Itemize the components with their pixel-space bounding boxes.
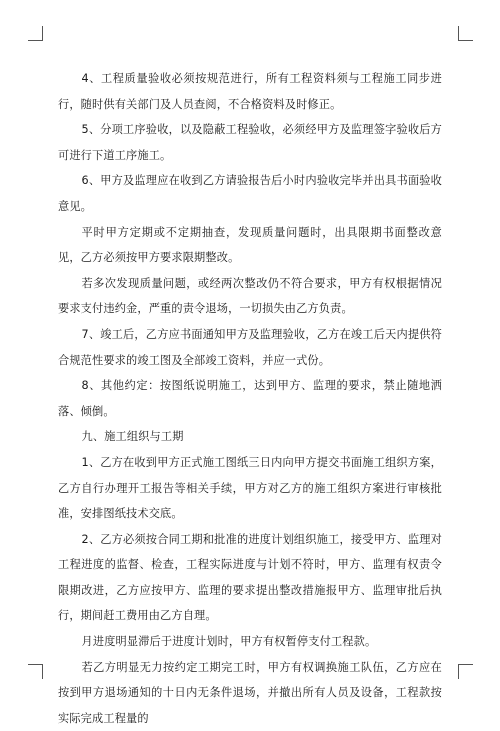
document-body (58, 66, 442, 731)
paragraph-6: 6、甲方及监理应在收到乙方请验报告后小时内验收完毕并出具书面验收意见。 (58, 174, 442, 213)
paragraph-inspection: 平时甲方定期或不定期抽查，发现质量问题时，出具限期书面整改意见，乙方必须按甲方要求限期整改。 (58, 225, 442, 265)
crop-mark-bottom-left (28, 664, 43, 679)
paragraph-9-1: 1、乙方在收到甲方正式施工图纸三日内向甲方提交书面施工组织方案，乙方自行办理开工报告等相关手续，甲方对乙方的施工组织方案进行审核批准，安排图纸技术交底。 (58, 455, 442, 521)
crop-mark-bottom-right (458, 664, 473, 679)
crop-mark-top-right (458, 26, 473, 41)
paragraph-5: 5、分项工序验收，以及隐蔽工程验收，必须经甲方及监理签字验收后方可进行下道工序施工。 (58, 123, 442, 162)
section-heading-9: 九、施工组织与工期 (81, 430, 184, 444)
paragraph-replacement: 若乙方明显无力按约定工期完工时，甲方有权调换施工队伍，乙方应在按到甲方退场通知的十日内无条件退场，并撤出所有人员及设备，工程款按实际完成工程量的 (58, 660, 442, 725)
paragraph-monthly-progress: 月进度明显滞后于进度计划时，甲方有权暂停支付工程款。 (81, 635, 377, 649)
paragraph-4: 4、工程质量验收必须按规范进行，所有工程资料须与工程施工同步进行，随时供有关部门及人员查阅，不合格资料及时修正。 (58, 72, 442, 111)
paragraph-penalty: 若多次发现质量问题，或经两次整改仍不符合要求，甲方有权根据情况要求支付违约金，严重的责令退场，一切损失由乙方负责。 (58, 276, 442, 316)
paragraph-7: 7、竣工后，乙方应书面通知甲方及监理验收，乙方在竣工后天内提供符合规范性要求的竣工图及全部竣工资料，并应一式份。 (58, 327, 442, 367)
crop-mark-top-left (28, 26, 43, 41)
paragraph-8: 8、其他约定：按图纸说明施工，达到甲方、监理的要求，禁止随地洒落、倾倒。 (58, 379, 442, 418)
paragraph-9-2: 2、乙方必须按合同工期和批准的进度计划组织施工，接受甲方、监理对工程进度的监督、检查，工程实际进度与计划不符时，甲方、监理有权责令限期改进，乙方应按甲方、监理的要求提出整改措施报甲方、监理审批后执行，期间赶工费用由乙方自理。 (58, 532, 442, 623)
